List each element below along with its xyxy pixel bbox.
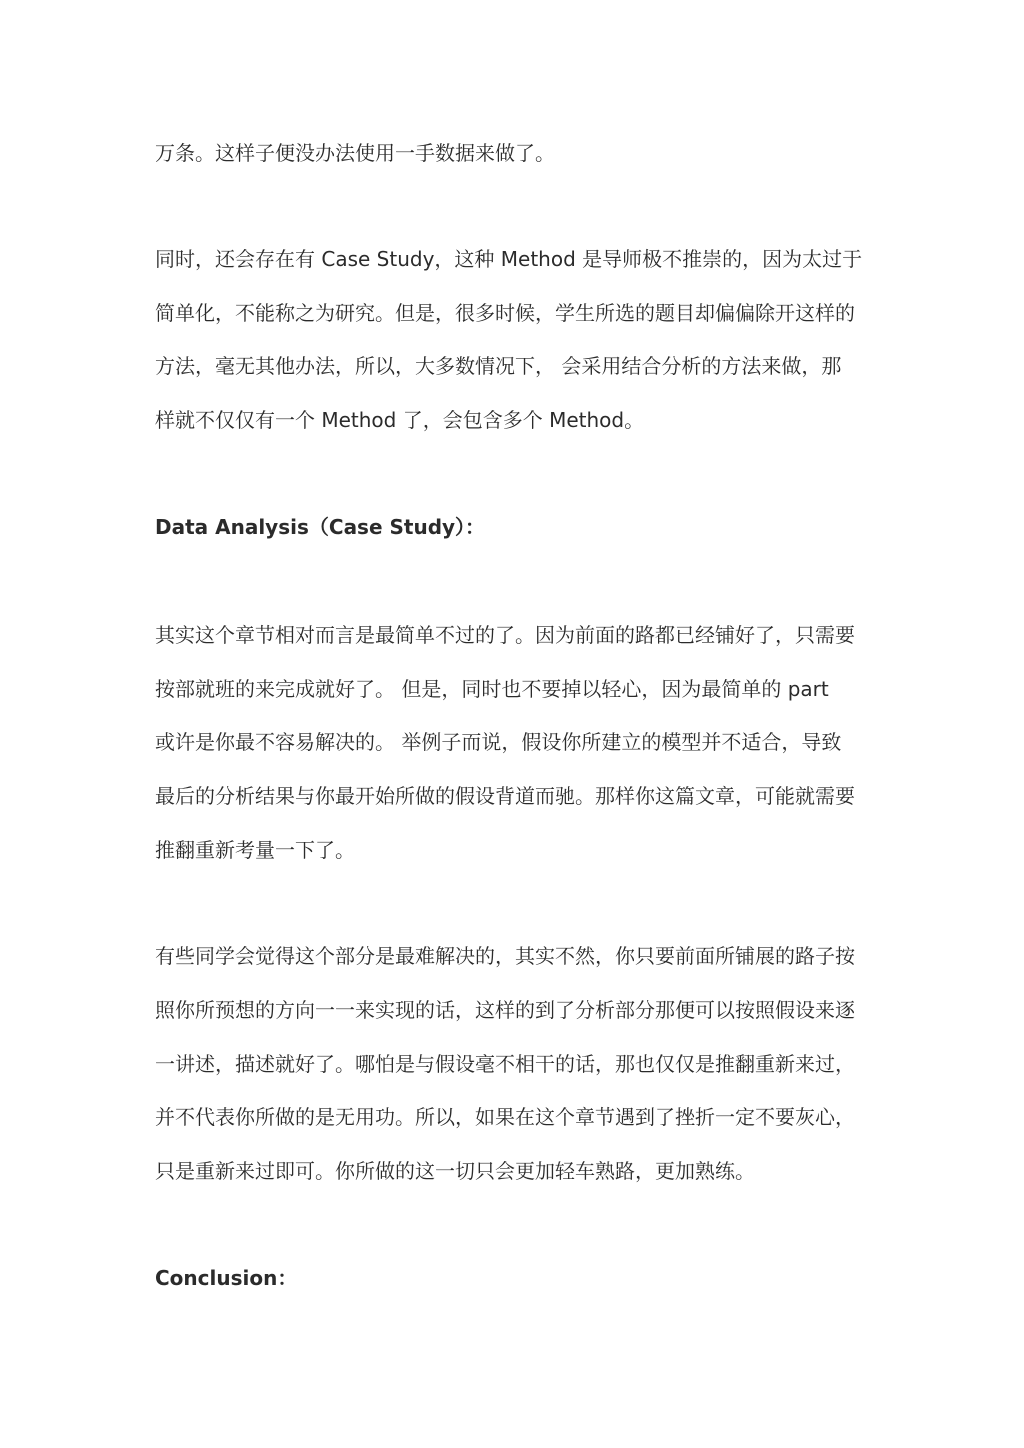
section-heading-data-analysis: Data Analysis（Case Study）： xyxy=(155,515,486,539)
paragraph-line: 按部就班的来完成就好了。 但是，同时也不要掉以轻心，因为最简单的 part xyxy=(155,677,829,701)
paragraph-line: 照你所预想的方向一一来实现的话，这样的到了分析部分那便可以按照假设来逐 xyxy=(155,998,855,1022)
paragraph-line: 最后的分析结果与你最开始所做的假设背道而驰。那样你这篇文章，可能就需要 xyxy=(155,784,855,808)
paragraph-line: 同时，还会存在有 Case Study，这种 Method 是导师极不推崇的，因为太过于 xyxy=(155,247,863,271)
paragraph-line: 其实这个章节相对而言是最简单不过的了。因为前面的路都已经铺好了，只需要 xyxy=(155,623,855,647)
paragraph-line: 推翻重新考量一下了。 xyxy=(155,838,355,862)
section-heading-conclusion: Conclusion： xyxy=(155,1266,298,1290)
paragraph-line: 有些同学会觉得这个部分是最难解决的，其实不然，你只要前面所铺展的路子按 xyxy=(155,944,855,968)
paragraph-line: 万条。这样子便没办法使用一手数据来做了。 xyxy=(155,141,555,165)
paragraph-line: 或许是你最不容易解决的。 举例子而说，假设你所建立的模型并不适合，导致 xyxy=(155,730,842,754)
paragraph-line: 简单化，不能称之为研究。但是，很多时候，学生所选的题目却偏偏除开这样的 xyxy=(155,301,855,325)
paragraph-line: 方法，毫无其他办法，所以，大多数情况下， 会采用结合分析的方法来做，那 xyxy=(155,354,842,378)
paragraph-line: 并不代表你所做的是无用功。所以，如果在这个章节遇到了挫折一定不要灰心， xyxy=(155,1105,855,1129)
paragraph-line: 只是重新来过即可。你所做的这一切只会更加轻车熟路，更加熟练。 xyxy=(155,1159,755,1183)
paragraph-line: 一讲述，描述就好了。哪怕是与假设毫不相干的话，那也仅仅是推翻重新来过， xyxy=(155,1052,855,1076)
paragraph-line: 样就不仅仅有一个 Method 了，会包含多个 Method。 xyxy=(155,408,645,432)
